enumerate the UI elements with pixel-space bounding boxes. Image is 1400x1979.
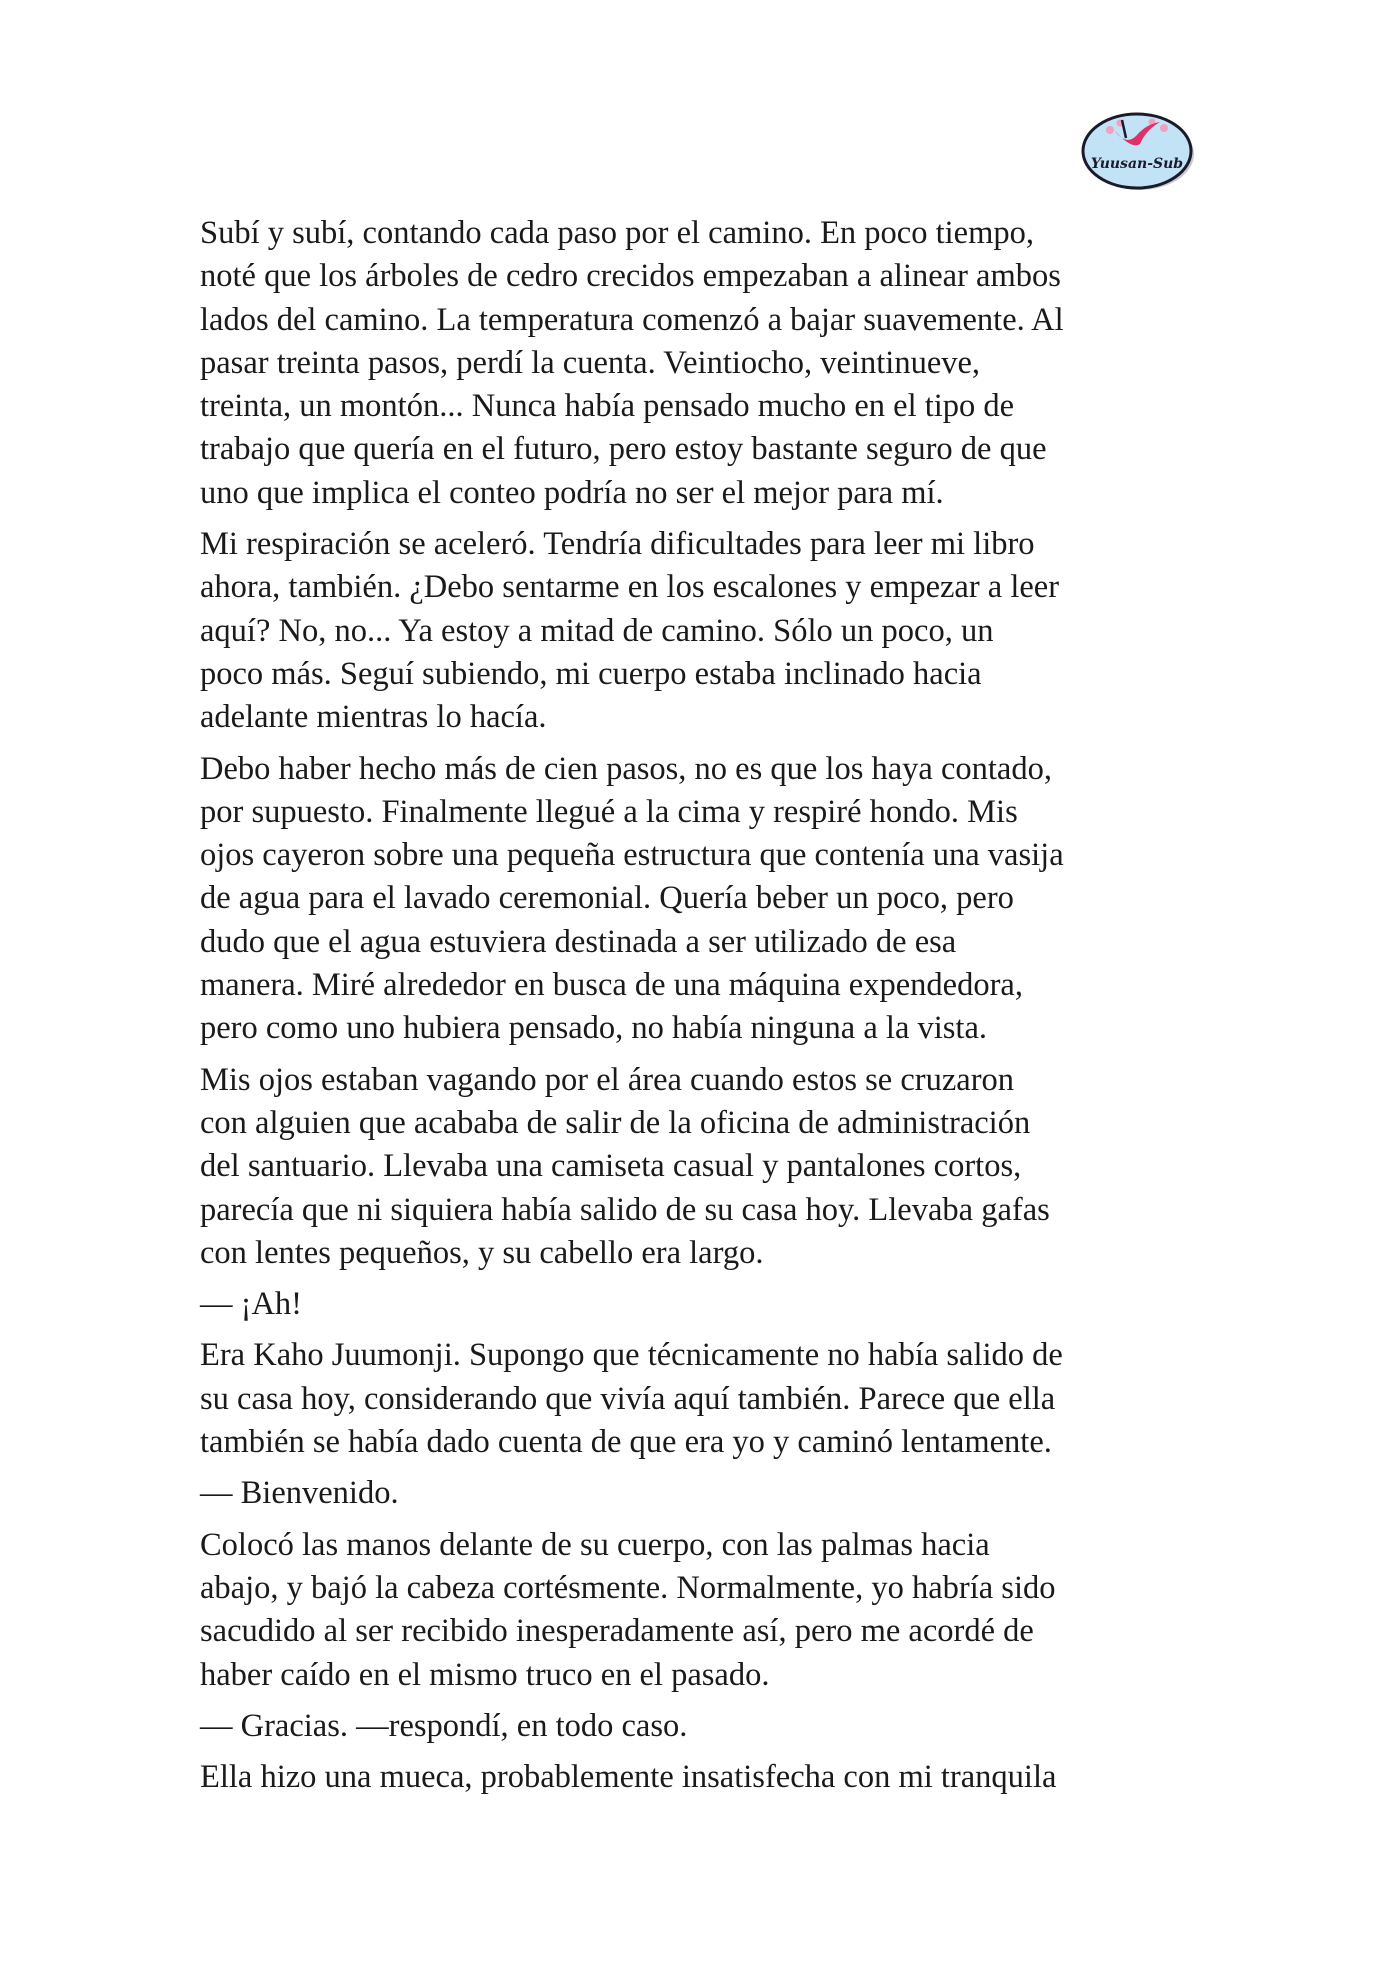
text-line: Ella hizo una mueca, probablemente insatisfecha con mi tranquila [200, 1759, 1057, 1796]
body-text [200, 212, 1210, 1807]
text-line: sacudido al ser recibido inesperadamente así, pero me acordé de [200, 1613, 1034, 1650]
text-line: poco más. Seguí subiendo, mi cuerpo estaba inclinado hacia [200, 655, 982, 692]
text-line: lados del camino. La temperatura comenzó a bajar suavemente. Al [200, 301, 1064, 338]
text-line: Mis ojos estaban vagando por el área cuando estos se cruzaron [200, 1061, 1015, 1098]
text-line: — Gracias. —respondí, en todo caso. [200, 1707, 688, 1744]
text-line: parecía que ni siquiera había salido de su casa hoy. Llevaba gafas [200, 1191, 1050, 1228]
text-line: aquí? No, no... Ya estoy a mitad de camino. Sólo un poco, un [200, 612, 994, 649]
text-line: ojos cayeron sobre una pequeña estructura que contenía una vasija [200, 837, 1064, 874]
paragraph [200, 748, 1210, 1051]
text-line: haber caído en el mismo truco en el pasado. [200, 1656, 770, 1693]
text-line: — ¡Ah! [200, 1286, 302, 1323]
translator-logo [1080, 106, 1196, 192]
text-line: manera. Miré alrededor en busca de una máquina expendedora, [200, 967, 1023, 1004]
text-line: Debo haber hecho más de cien pasos, no es que los haya contado, [200, 750, 1052, 787]
paragraph [200, 1334, 1210, 1464]
text-line: uno que implica el conteo podría no ser el mejor para mí. [200, 474, 944, 511]
text-line: trabajo que quería en el futuro, pero estoy bastante seguro de que [200, 431, 1047, 468]
paragraph [200, 212, 1210, 515]
text-line: de agua para el lavado ceremonial. Quería beber un poco, pero [200, 880, 1014, 917]
paragraph [200, 1705, 1210, 1748]
text-line: treinta, un montón... Nunca había pensado mucho en el tipo de [200, 388, 1015, 425]
text-line: del santuario. Llevaba una camiseta casual y pantalones cortos, [200, 1148, 1022, 1185]
paragraph [200, 523, 1210, 739]
text-line: abajo, y bajó la cabeza cortésmente. Normalmente, yo habría sido [200, 1569, 1056, 1606]
text-line: su casa hoy, considerando que vivía aquí también. Parece que ella [200, 1380, 1056, 1417]
text-line: noté que los árboles de cedro crecidos empezaban a alinear ambos [200, 258, 1061, 295]
text-line: dudo que el agua estuviera destinada a ser utilizado de esa [200, 923, 957, 960]
text-line: — Bienvenido. [200, 1475, 399, 1512]
paragraph [200, 1524, 1210, 1697]
heart-bird-logo-icon [1080, 106, 1196, 192]
text-line: por supuesto. Finalmente llegué a la cima y respiré hondo. Mis [200, 793, 1018, 830]
text-line: Era Kaho Juumonji. Supongo que técnicamente no había salido de [200, 1337, 1063, 1374]
paragraph [200, 1283, 1210, 1326]
text-line: Mi respiración se aceleró. Tendría dificultades para leer mi libro [200, 526, 1035, 563]
text-line: con lentes pequeños, y su cabello era largo. [200, 1234, 764, 1271]
text-line: con alguien que acababa de salir de la oficina de administración [200, 1104, 1031, 1141]
paragraph [200, 1756, 1210, 1799]
text-line: pasar treinta pasos, perdí la cuenta. Veintiocho, veintinueve, [200, 344, 981, 381]
paragraph [200, 1472, 1210, 1515]
text-line: adelante mientras lo hacía. [200, 699, 547, 736]
text-line: Subí y subí, contando cada paso por el camino. En poco tiempo, [200, 215, 1034, 251]
text-line: Colocó las manos delante de su cuerpo, con las palmas hacia [200, 1526, 990, 1563]
paragraph [200, 1059, 1210, 1275]
text-line: pero como uno hubiera pensado, no había ninguna a la vista. [200, 1010, 987, 1047]
text-line: también se había dado cuenta de que era yo y caminó lentamente. [200, 1424, 1052, 1461]
text-line: ahora, también. ¿Debo sentarme en los escalones y empezar a leer [200, 569, 1060, 606]
logo-text: Yuusan-Sub [1090, 156, 1184, 172]
